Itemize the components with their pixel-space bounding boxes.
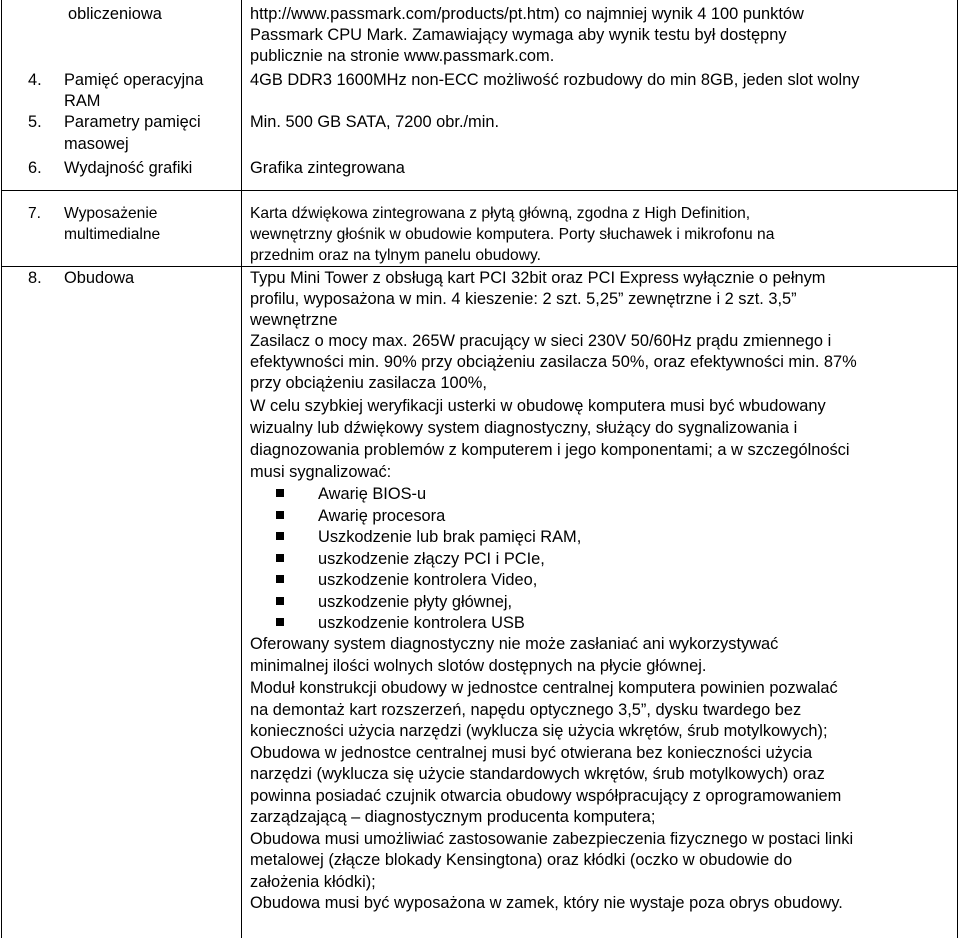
row6-value: Grafika zintegrowana — [250, 159, 405, 177]
row7-line-3: przednim oraz na tylnym panelu obudowy. — [250, 247, 541, 264]
row8-line-b7: narzędzi (wyklucza się użycie standardowych wkrętów, śrub motylkowych) oraz — [250, 765, 825, 783]
row8-line-a9: diagnozowania problemów z komputerem i jego komponentami; a w szczególności — [250, 441, 850, 459]
row8-line-b5: konieczności użycia narzędzi (wyklucza się użycia wkrętów, śrub motylkowych); — [250, 722, 828, 740]
row8-line-a10: musi sygnalizować: — [250, 463, 392, 481]
square-bullet-icon — [276, 618, 284, 626]
row8-line-b2: minimalnej ilości wolnych slotów dostępnych na płycie głównej. — [250, 657, 707, 675]
row6-label: Wydajność grafiki — [64, 159, 193, 177]
row8-line-b6: Obudowa w jednostce centralnej musi być otwierana bez konieczności użycia — [250, 744, 813, 762]
row7-number: 7. — [28, 205, 42, 222]
list-item: uszkodzenie kontrolera USB — [276, 613, 525, 634]
table-border-left — [1, 0, 2, 938]
list-item: uszkodzenie złączy PCI i PCIe, — [276, 549, 545, 570]
table-column-divider — [241, 0, 242, 938]
square-bullet-icon — [276, 554, 284, 562]
row7-label-1: Wyposażenie — [64, 205, 158, 222]
row3-line-2: Passmark CPU Mark. Zamawiający wymaga aby wynik testu był dostępny — [250, 26, 787, 44]
table-border-right — [957, 0, 958, 938]
square-bullet-icon — [276, 511, 284, 519]
row8-line-a5: efektywności min. 90% przy obciążeniu zasilacza 50%, oraz efektywności min. 87% — [250, 353, 857, 371]
row4-value: 4GB DDR3 1600MHz non-ECC możliwość rozbudowy do min 8GB, jeden slot wolny — [250, 71, 860, 89]
list-item: Awarię BIOS-u — [276, 484, 426, 505]
row3-line-3: publicznie na stronie www.passmark.com. — [250, 47, 555, 65]
row8-line-a4: Zasilacz o mocy max. 265W pracujący w sieci 230V 50/60Hz prądu zmiennego i — [250, 332, 832, 350]
row8-line-b1: Oferowany system diagnostyczny nie może zasłaniać ani wykorzystywać — [250, 635, 779, 653]
row8-number: 8. — [28, 269, 42, 287]
list-item: Uszkodzenie lub brak pamięci RAM, — [276, 527, 581, 548]
row4-label-2: RAM — [64, 92, 101, 110]
row8-line-a1: Typu Mini Tower z obsługą kart PCI 32bit oraz PCI Express wyłącznie o pełnym — [250, 269, 826, 287]
list-item: uszkodzenie płyty głównej, — [276, 592, 512, 613]
row8-line-a8: wizualny lub dźwiękowy system diagnostyczny, służący do sygnalizowania i — [250, 419, 798, 437]
list-item: Awarię procesora — [276, 506, 445, 527]
row3-label: obliczeniowa — [68, 5, 162, 23]
square-bullet-icon — [276, 575, 284, 583]
row8-line-b8: powinna posiadać czujnik otwarcia obudowy współpracujący z oprogramowaniem — [250, 787, 842, 805]
row8-line-b11: metalowej (złącze blokady Kensingtona) oraz kłódki (oczko w obudowie do — [250, 851, 793, 869]
row8-line-a2: profilu, wyposażona w min. 4 kieszenie: 2 szt. 5,25” zewnętrzne i 2 szt. 3,5” — [250, 290, 797, 308]
row8-line-b4: na demontaż kart rozszerzeń, napędu optycznego 3,5”, dysku twardego bez — [250, 701, 802, 719]
row7-line-1: Karta dźwiękowa zintegrowana z płytą główną, zgodna z High Definition, — [250, 205, 751, 222]
row8-line-a6: przy obciążeniu zasilacza 100%, — [250, 374, 487, 392]
list-item: uszkodzenie kontrolera Video, — [276, 570, 537, 591]
square-bullet-icon — [276, 597, 284, 605]
row4-number: 4. — [28, 71, 42, 89]
row5-number: 5. — [28, 113, 42, 131]
row8-line-b10: Obudowa musi umożliwiać zastosowanie zabezpieczenia fizycznego w postaci linki — [250, 830, 854, 848]
row6-number: 6. — [28, 159, 42, 177]
row8-line-b3: Moduł konstrukcji obudowy w jednostce centralnej komputera powinien pozwalać — [250, 679, 838, 697]
row8-line-a3: wewnętrzne — [250, 311, 338, 329]
row-divider — [1, 266, 958, 267]
row7-label-2: multimedialne — [64, 226, 161, 243]
row8-line-a7: W celu szybkiej weryfikacji usterki w obudowę komputera musi być wbudowany — [250, 397, 826, 415]
row5-label-1: Parametry pamięci — [64, 113, 201, 131]
row8-line-b12: założenia kłódki); — [250, 873, 376, 891]
row5-label-2: masowej — [64, 135, 129, 153]
square-bullet-icon — [276, 532, 284, 540]
row7-line-2: wewnętrzny głośnik w obudowie komputera. Porty słuchawek i mikrofonu na — [250, 226, 775, 243]
row-divider — [1, 190, 958, 191]
square-bullet-icon — [276, 489, 284, 497]
row8-line-b13: Obudowa musi być wyposażona w zamek, który nie wystaje poza obrys obudowy. — [250, 894, 843, 912]
row3-line-1: http://www.passmark.com/products/pt.htm) co najmniej wynik 4 100 punktów — [250, 5, 804, 23]
row8-label: Obudowa — [64, 269, 135, 287]
row8-line-b9: zarządzającą – diagnostycznym producenta komputera; — [250, 808, 656, 826]
row5-value: Min. 500 GB SATA, 7200 obr./min. — [250, 113, 500, 131]
row4-label-1: Pamięć operacyjna — [64, 71, 204, 89]
